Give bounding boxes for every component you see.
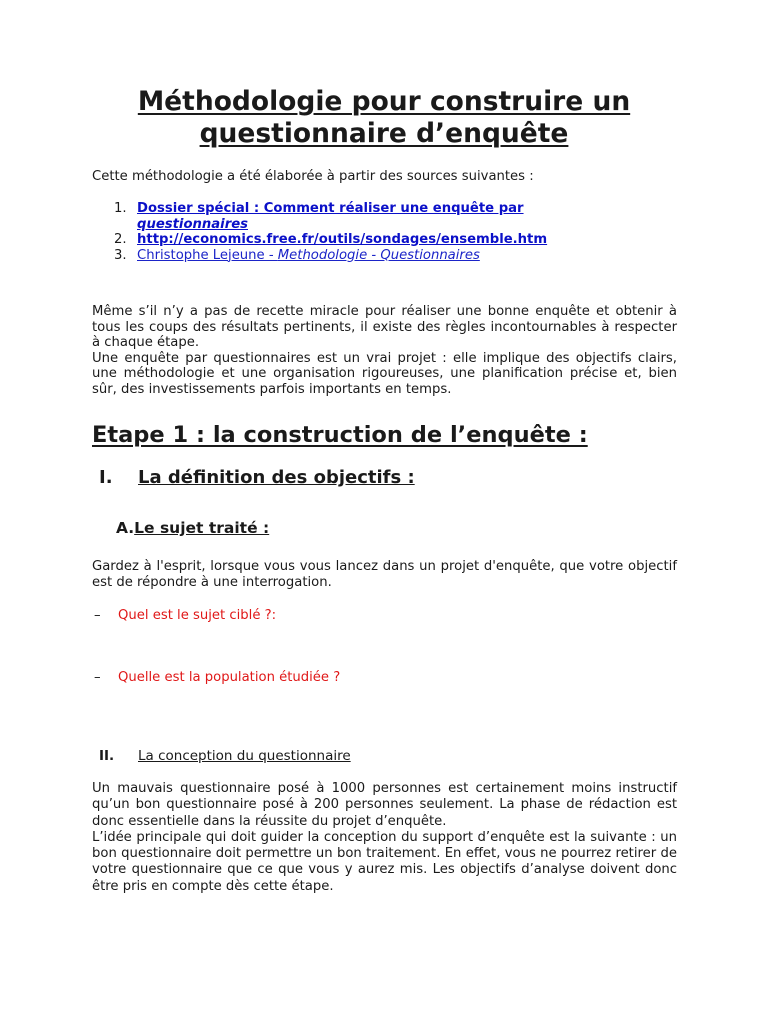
section-title: La conception du questionnaire bbox=[138, 748, 351, 764]
source-number: 2. bbox=[114, 232, 127, 247]
section-conception-heading bbox=[99, 747, 351, 765]
question-item: – Quelle est la population étudiée ? bbox=[94, 670, 341, 685]
question-item: – Quel est le sujet ciblé ?: bbox=[94, 608, 277, 623]
source-number: 1. bbox=[114, 201, 127, 216]
source-item bbox=[114, 248, 674, 264]
title-line-2: questionnaire d’enquête bbox=[199, 118, 569, 149]
paragraph-recette: Même s’il n’y a pas de recette miracle pour réaliser une bonne enquête et obtenir à tous les coups des résultats pertinents, il existe des règles incontournables à respecter à chaque étape. Une enquête par questionnaires est un vrai projet : elle implique des objectifs clairs, une méthodologie et une organisation rigoureuses, une planification précise et, bien sûr, des investissements parfois importants en temps. bbox=[92, 304, 677, 397]
question-text: Quelle est la population étudiée ? bbox=[118, 670, 341, 685]
subsection-sujet-heading bbox=[116, 517, 269, 539]
section-numeral: II. bbox=[99, 748, 115, 764]
source-item bbox=[114, 232, 674, 248]
source-link-economics[interactable]: http://economics.free.fr/outils/sondages/ensemble.htm bbox=[137, 232, 548, 247]
document-title bbox=[0, 86, 768, 150]
paragraph-conception: Un mauvais questionnaire posé à 1000 personnes est certainement moins instructif qu’un bon questionnaire posé à 200 personnes seulement. La phase de rédaction est donc essentielle dans la réussite du projet d’enquête. L’idée principale qui doit guider la conception du support d’enquête est la suivante : un bon questionnaire doit permettre un bon traitement. En effet, vous ne pourrez retirer de votre questionnaire que ce que vous y aurez mis. Les objectifs d’analyse doivent donc être pris en compte dès cette étape. bbox=[92, 781, 677, 894]
source-number: 3. bbox=[114, 247, 127, 263]
source-link-dossier[interactable]: Dossier spécial : Comment réaliser une enquête par questionnaires bbox=[137, 201, 524, 232]
section-title: La définition des objectifs : bbox=[138, 467, 415, 488]
paragraph-interrogation: Gardez à l'esprit, lorsque vous vous lancez dans un projet d'enquête, que votre objectif est de répondre à une interrogation. bbox=[92, 559, 677, 590]
question-text: Quel est le sujet ciblé ?: bbox=[118, 608, 277, 623]
source-link-lejeune[interactable]: Christophe Lejeune - Methodologie - Questionnaires bbox=[137, 247, 480, 263]
subsection-title: Le sujet traité : bbox=[134, 519, 270, 537]
sources-list bbox=[114, 201, 674, 263]
section-numeral: I. bbox=[99, 467, 113, 488]
source-item bbox=[114, 201, 674, 232]
section-objectifs-heading bbox=[99, 466, 415, 490]
etape-heading: Etape 1 : la construction de l’enquête : bbox=[92, 422, 588, 448]
subsection-letter: A. bbox=[116, 519, 135, 537]
intro-text: Cette méthodologie a été élaborée à partir des sources suivantes : bbox=[92, 169, 534, 184]
title-line-1: Méthodologie pour construire un bbox=[137, 86, 631, 117]
